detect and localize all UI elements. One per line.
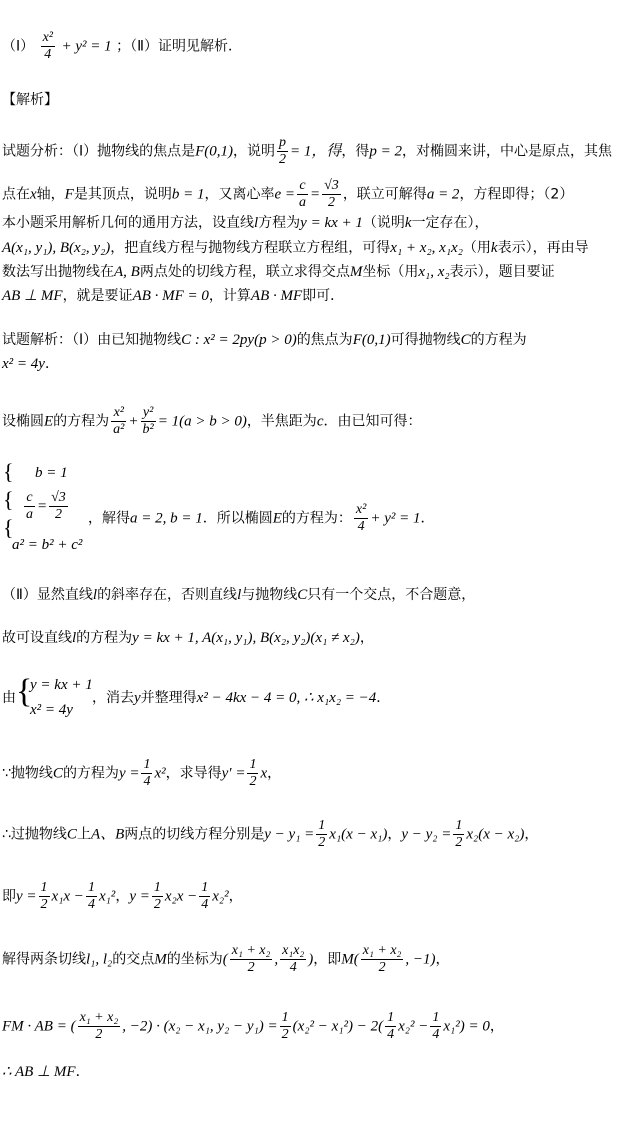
part2-line-5: ∴过抛物线C上A、B两点的切线方程分别是y − y₁ = $\frac{1}{2}$ x₁(x − x₁)，y − y₂ = $\frac{1}{2}$ x₂(x − x₂)， — [2, 818, 539, 850]
system-eq-1: b = 1 — [35, 465, 68, 481]
part2-line-1: （Ⅱ）显然直线l的斜率存在，否则直线l与抛物线C只有一个交点，不合题意， — [2, 587, 476, 603]
ellipse-setup-line: 设椭圆E的方程为 $\frac{\text{x²}}{\text{a²}}$ + $\frac{\text{y²}}{\text{b²}}$ = 1(a > b > 0)，半焦距为c．由已知可得： — [2, 405, 422, 437]
part2-line-2: 故可设直线l的方程为y = kx + 1, A(x₁, y₁), B(x₂, y₂)(x₁ ≠ x₂)， — [2, 630, 374, 646]
analysis-line-1: 试题分析：（Ⅰ）抛物线的焦点是F(0,1)，说明 $\frac{p}{2}$ = 1，得，得p = 2，对椭圆来讲，中心是原点，其焦 — [2, 135, 613, 167]
part2-line-3: 由 — [2, 690, 16, 706]
analysis-line-6: AB ⊥ MF，就是要证AB · MF = 0，计算AB · MF即可． — [2, 288, 345, 304]
answer-part1-label: （Ⅰ） — [2, 38, 35, 55]
system-brace: { { { — [3, 459, 14, 540]
conclusion-line: ∴ AB ⊥ MF． — [2, 1064, 90, 1080]
part2-line-7: 解得两条切线l₁, l₂的交点M的坐标为( $\frac{\text{x₁ + x₂}}{2}$ , $\frac{\text{x₁x₂}}{4}$ )，即M( $\frac{\text{x₁ + x₂}}{2}$ , −1)， — [2, 943, 450, 975]
part2-line-4: ∵抛物线C的方程为y = $\frac{1}{4}$ x²，求导得y′ = $\frac{1}{2}$ x， — [2, 757, 282, 789]
system2-brace: { — [16, 673, 33, 710]
answer-part2: ；（Ⅱ）证明见解析． — [116, 38, 242, 55]
system-result: ，解得a = 2, b = 1．所以椭圆E的方程为： $\frac{\text{x²}}{4}$ + y² = 1． — [88, 502, 435, 534]
analysis-line-5: 数法写出抛物线在A, B两点处的切线方程，联立求得交点M坐标（用x₁, x₂表示），题目要证 — [2, 264, 555, 280]
analysis-heading: 【解析】 — [2, 92, 58, 108]
part2-line-6: 即y = $\frac{1}{2}$ x₁x − $\frac{1}{4}$ x₁²，y = $\frac{1}{2}$ x₂x − $\frac{1}{4}$ x₂²， — [2, 880, 243, 912]
ellipse-equation-rest: + y² = 1 — [61, 38, 112, 55]
part2-line-3-rest: ，消去y并整理得x² − 4kx − 4 = 0, ∴ x₁x₂ = −4． — [92, 690, 391, 706]
system2-eq-1: y = kx + 1 — [30, 677, 93, 693]
solution-line-1: 试题解析：（Ⅰ）由已知抛物线C : x² = 2py(p > 0)的焦点为F(0,1)可得抛物线C的方程为 — [2, 332, 527, 348]
system-eq-2: $\frac{c}{a}$ = $\frac{√3}{2}$ — [26, 490, 66, 522]
answer-line — [2, 30, 242, 63]
ellipse-fraction: $\frac{\text{x²}}{4}$ — [42, 30, 54, 62]
system-eq-3: a² = b² + c² — [12, 537, 83, 553]
analysis-line-4: A(x₁, y₁), B(x₂, y₂)，把直线方程与抛物线方程联立方程组，可得x₁ + x₂, x₁x₂（用k表示），再由导 — [2, 240, 589, 256]
analysis-line-2: 点在x轴，F是其顶点，说明b = 1，又离心率e = $\frac{c}{a}$ = $\frac{√3}{2}$ ，联立可解得a = 2，方程即得；（2） — [2, 178, 574, 210]
system2-eq-2: x² = 4y — [30, 702, 73, 718]
analysis-line-3: 本小题采用解析几何的通用方法，设直线l方程为y = kx + 1（说明k一定存在）， — [2, 215, 489, 231]
part2-line-8: FM · AB = ( $\frac{\text{x₁ + x₂}}{2}$ , −2) · (x₂ − x₁, y₂ − y₁) = $\frac{1}{2}$ (x₂² − x₁²) − 2( $\frac{1}{4}$ x₂² − $\frac{1}{4}$ x₁²) = 0， — [2, 1010, 504, 1042]
solution-line-2: x² = 4y． — [2, 356, 59, 372]
